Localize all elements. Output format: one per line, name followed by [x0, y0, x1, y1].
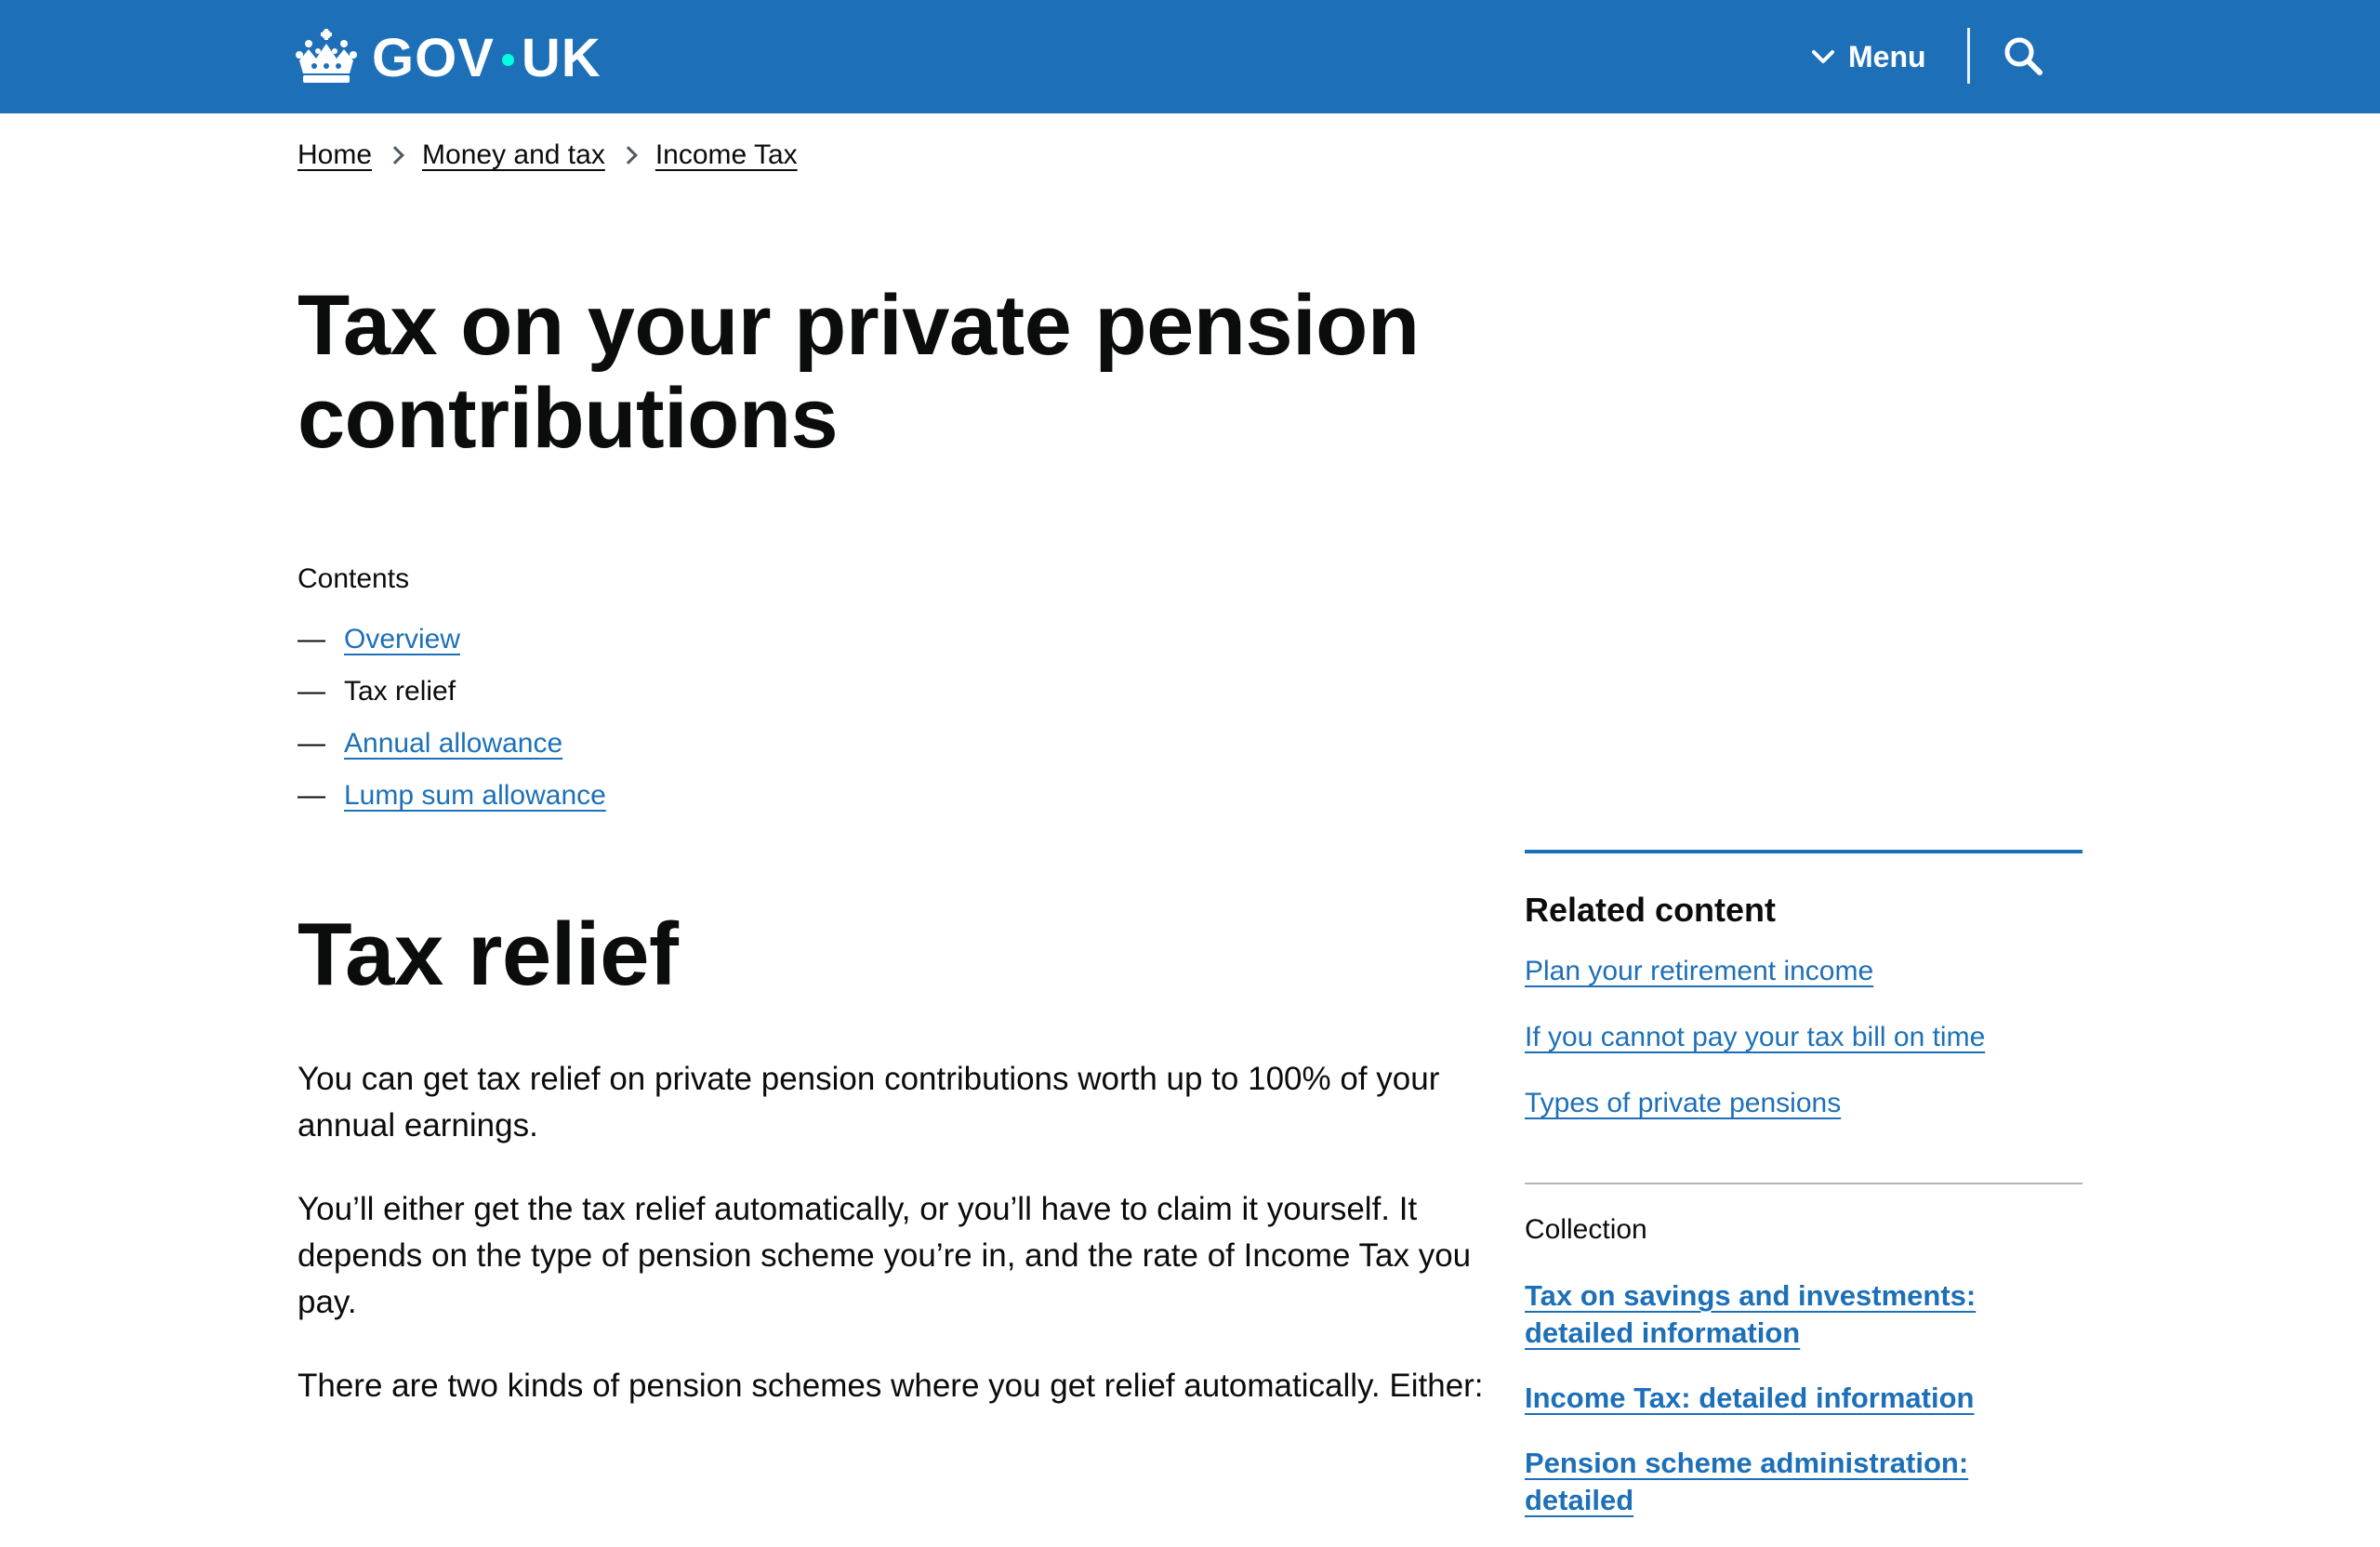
contents-item	[298, 718, 606, 770]
chevron-right-icon	[386, 146, 404, 165]
related-link-plan-retirement-income[interactable]: Plan your retirement income	[1525, 956, 1874, 986]
contents-link-lump-sum-allowance[interactable]: Lump sum allowance	[344, 780, 606, 811]
logo-text-gov: GOV	[372, 27, 495, 88]
logo-wordmark	[372, 27, 602, 89]
sidebar-divider	[1525, 1183, 2082, 1184]
body-paragraph-2: You’ll either get the tax relief automatically, or you’ll have to claim it yourself. It depends on the type of pension scheme you’re in, and the rate of Income Tax you pay.	[298, 1191, 1472, 1320]
header-divider	[1967, 28, 1970, 84]
search-button[interactable]	[2001, 33, 2047, 80]
dash-icon: —	[298, 780, 325, 811]
collection-item	[1525, 1445, 2082, 1519]
collection-link-pension-scheme-admin[interactable]: Pension scheme administration: detailed	[1525, 1447, 1969, 1516]
site-header	[0, 0, 2380, 113]
collection-item	[1525, 1277, 2082, 1352]
breadcrumb-money-and-tax[interactable]: Money and tax	[422, 139, 605, 170]
related-link-cannot-pay-tax-bill[interactable]: If you cannot pay your tax bill on time	[1525, 1022, 1986, 1052]
related-content	[1525, 850, 2082, 1154]
body-paragraph-3: There are two kinds of pension schemes where you get relief automatically. Either:	[298, 1368, 1484, 1404]
contents-item	[298, 614, 606, 666]
collection-link-savings-investments[interactable]: Tax on savings and investments: detailed information	[1525, 1279, 1977, 1349]
chevron-down-icon	[1811, 45, 1835, 69]
collection-label: Collection	[1525, 1214, 1647, 1245]
related-content-title: Related content	[1525, 891, 1777, 929]
dash-icon: —	[298, 676, 325, 707]
body-paragraph-1: You can get tax relief on private pension contributions worth up to 100% of your annual earnings.	[298, 1061, 1440, 1144]
contents-current-tax-relief: Tax relief	[344, 676, 456, 707]
collection-links	[1525, 1277, 2082, 1547]
crown-icon	[296, 29, 357, 86]
search-icon	[2001, 33, 2047, 80]
breadcrumb-income-tax[interactable]: Income Tax	[654, 139, 798, 170]
related-item	[1525, 956, 2082, 1022]
contents-link-annual-allowance[interactable]: Annual allowance	[344, 728, 563, 759]
collection-link-income-tax[interactable]: Income Tax: detailed information	[1525, 1382, 1975, 1414]
contents-item	[298, 666, 606, 718]
contents-label: Contents	[298, 563, 410, 594]
breadcrumb-home[interactable]: Home	[298, 139, 373, 170]
collection-item	[1525, 1380, 2082, 1417]
related-links	[1525, 956, 2082, 1154]
page-title: Tax on your private pension contributions	[298, 278, 1420, 466]
related-item	[1525, 1088, 2082, 1154]
breadcrumb	[298, 139, 798, 171]
related-item	[1525, 1022, 2082, 1088]
govuk-logo-link[interactable]	[296, 20, 602, 95]
contents-link-overview[interactable]: Overview	[344, 624, 461, 654]
dash-icon: —	[298, 624, 325, 654]
logo-text-uk: UK	[521, 27, 602, 88]
contents-list	[298, 614, 606, 822]
contents-item	[298, 770, 606, 822]
menu-button[interactable]	[1811, 28, 1926, 86]
menu-label: Menu	[1848, 39, 1926, 73]
related-link-types-of-private-pensions[interactable]: Types of private pensions	[1525, 1088, 1842, 1118]
section-title: Tax relief	[298, 905, 679, 1004]
chevron-right-icon	[619, 146, 638, 165]
dash-icon: —	[298, 728, 325, 759]
logo-dot	[502, 54, 514, 66]
